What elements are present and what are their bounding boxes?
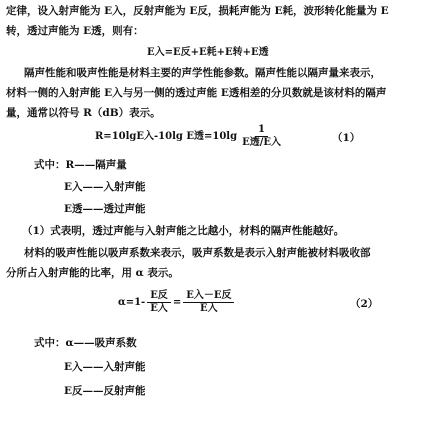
legend-2-line-2: E入——入射声能 (64, 361, 146, 373)
paragraph-4-line-1: 材料的吸声性能以吸声系数来表示，吸声系数是表示入射声能被材料吸收部 (24, 247, 371, 259)
legend-2-line-3: E反——反射声能 (64, 385, 146, 397)
equation-2-equals: = (172, 297, 182, 308)
equation-1-denominator: E透/E入 (242, 137, 281, 148)
equation-2-fraction-2 (183, 290, 234, 315)
equation-1-number: （1） (332, 132, 361, 144)
paragraph-2-line-2: 材料一侧的入射声能 E入与另一侧的透过声能 E透相差的分贝数就是该材料的隔声 (6, 87, 387, 99)
equation-2-fraction-1 (147, 290, 171, 315)
paragraph-2-line-1: 隔声性能和吸声性能是材料主要的声学性能参数。隔声性能以隔声量来表示， (24, 67, 381, 79)
paragraph-1-line-1: 定律，设入射声能为 E入，反射声能为 E反，损耗声能为 E耗，波形转化能量为 E (6, 5, 389, 17)
energy-equation: E入=E反+E耗+E转+E透 (147, 47, 269, 58)
equation-1-fraction (239, 124, 284, 149)
paragraph-2-line-3: 量，通常以符号 R（dB）表示。 (6, 107, 161, 119)
equation-2-numerator-1: E反 (147, 290, 171, 303)
legend-1-line-2: E入——入射声能 (64, 181, 146, 193)
equation-1-numerator: 1 (255, 124, 268, 137)
legend-2-line-1: 式中：α——吸声系数 (34, 337, 137, 349)
equation-2-numerator-2: E入－E反 (183, 290, 234, 303)
equation-2-denominator-1: E入 (150, 303, 168, 314)
equation-2-number: （2） (350, 298, 379, 310)
equation-1-left: R=10lgE入-10lg E透=10lg (95, 131, 238, 142)
equation-2-left: α=1- (118, 297, 146, 308)
paragraph-3: （1）式表明，透过声能与入射声能之比越小，材料的隔声性能越好。 (22, 225, 345, 237)
equation-2-denominator-2: E入 (200, 303, 218, 314)
legend-1-line-3: E透——透过声能 (64, 203, 146, 215)
equation-1 (95, 123, 286, 151)
legend-1-line-1: 式中：R——隔声量 (34, 159, 127, 171)
paragraph-4-line-2: 分所占入射声能的比率，用 α 表示。 (6, 267, 179, 279)
equation-2 (118, 286, 236, 320)
paragraph-1-line-2: 转，透过声能为 E透，则有： (6, 25, 144, 37)
